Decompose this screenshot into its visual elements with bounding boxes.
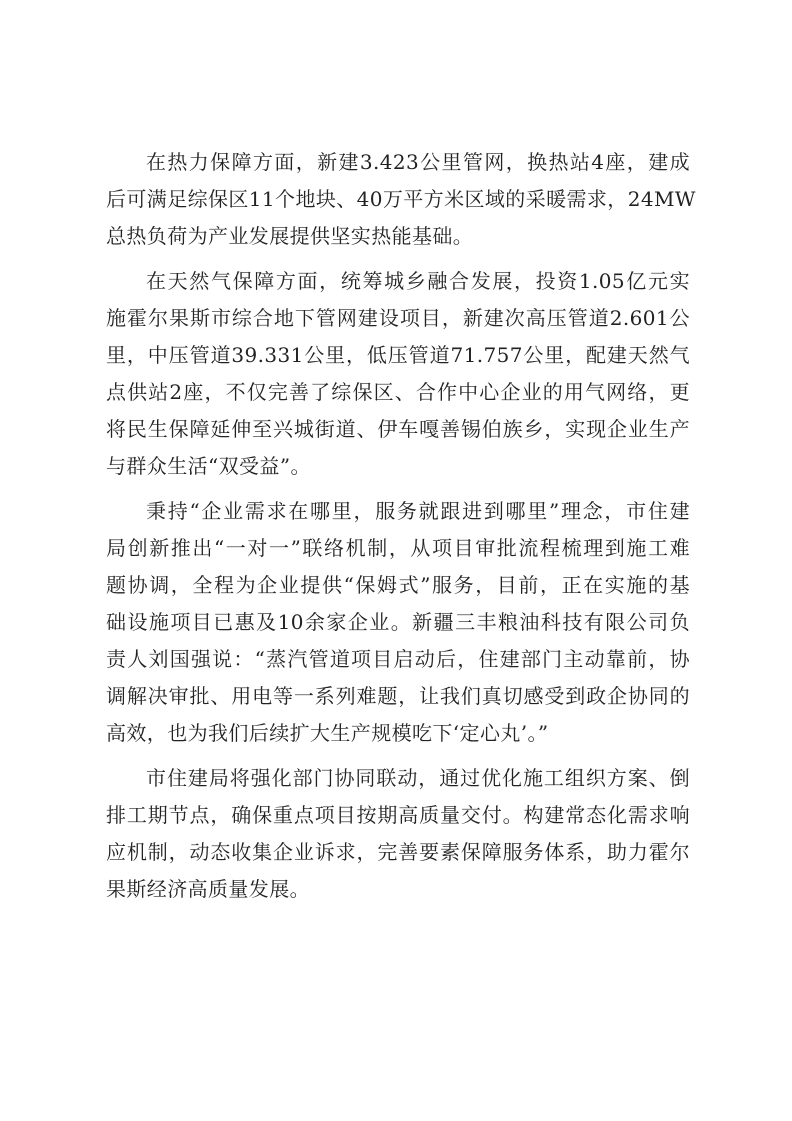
text-line: 局创新推出“一对一”联络机制，从项目审批流程梳理到施工难	[106, 536, 690, 560]
paragraph-heat-supply	[106, 144, 696, 255]
paragraph-natural-gas	[106, 263, 690, 485]
text-line: 调解决审批、用电等一系列难题，让我们真切感受到政企协同的	[106, 684, 690, 708]
text-line: 秉持“企业需求在哪里，服务就跟进到哪里”理念，市住建	[146, 499, 690, 523]
text-line: 在热力保障方面，新建3.423公里管网，换热站4座，建成	[146, 150, 690, 174]
document-body	[106, 144, 696, 916]
text-line: 在天然气保障方面，统筹城乡融合发展，投资1.05亿元实	[146, 269, 690, 293]
text-line: 后可满足综保区11个地块、40万平方米区域的采暖需求，24MW	[106, 187, 696, 211]
text-line: 与群众生活“双受益”。	[106, 454, 311, 478]
text-line: 题协调，全程为企业提供“保姆式”服务，目前，正在实施的基	[106, 573, 690, 597]
text-line: 高效，也为我们后续扩大生产规模吃下‘定心丸’。”	[106, 721, 549, 745]
text-line: 础设施项目已惠及10余家企业。新疆三丰粮油科技有限公司负	[106, 610, 690, 634]
text-line: 将民生保障延伸至兴城街道、伊车嘎善锡伯族乡，实现企业生产	[106, 417, 690, 441]
text-line: 市住建局将强化部门协同联动，通过优化施工组织方案、倒	[146, 766, 690, 790]
paragraph-service-mechanism	[106, 493, 690, 752]
text-line: 施霍尔果斯市综合地下管网建设项目，新建次高压管道2.601公	[106, 306, 690, 330]
text-line: 总热负荷为产业发展提供坚实热能基础。	[106, 224, 474, 248]
text-line: 责人刘国强说：“蒸汽管道项目启动后，住建部门主动靠前，协	[106, 647, 690, 671]
paragraph-future-plan	[106, 760, 690, 908]
text-line: 点供站2座，不仅完善了综保区、合作中心企业的用气网络，更	[106, 380, 690, 404]
text-line: 里，中压管道39.331公里，低压管道71.757公里，配建天然气	[106, 343, 690, 367]
text-line: 果斯经济高质量发展。	[106, 877, 310, 901]
text-line: 应机制，动态收集企业诉求，完善要素保障服务体系，助力霍尔	[106, 840, 690, 864]
text-line: 排工期节点，确保重点项目按期高质量交付。构建常态化需求响	[106, 803, 690, 827]
